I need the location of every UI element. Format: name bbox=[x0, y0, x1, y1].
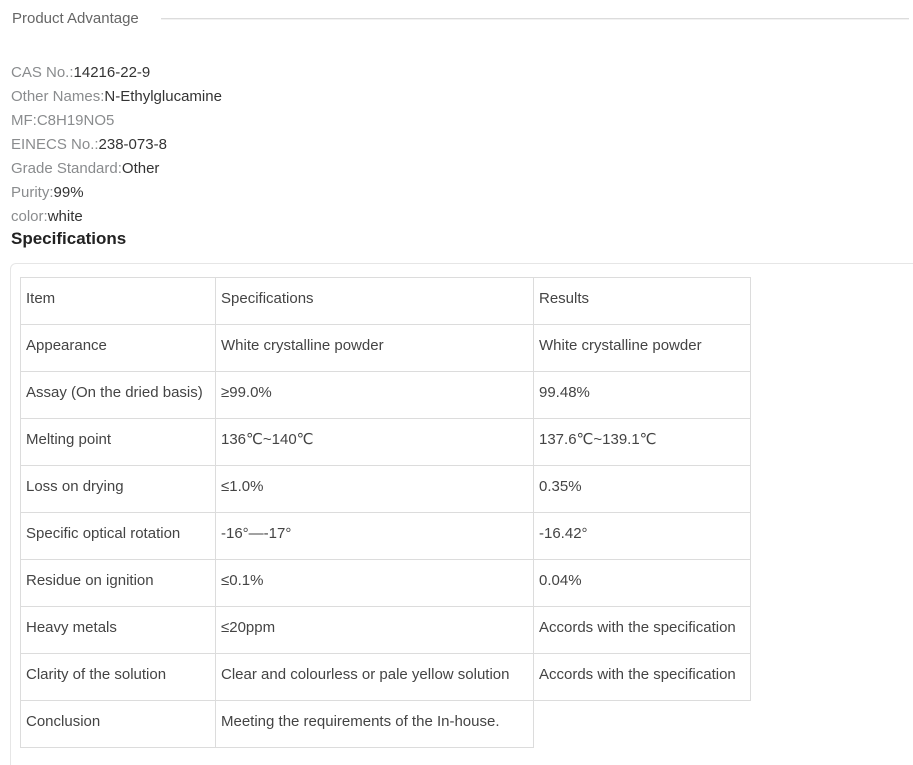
table-row-optical-rotation bbox=[21, 513, 751, 560]
cell-result: Accords with the specification bbox=[534, 654, 751, 701]
info-value: 14216-22-9 bbox=[73, 64, 151, 81]
table-row-melting-point bbox=[21, 419, 751, 466]
spec-table-header-row bbox=[21, 278, 751, 325]
table-row-heavy-metals bbox=[21, 607, 751, 654]
info-line-grade bbox=[11, 157, 222, 181]
info-line-color bbox=[11, 205, 222, 229]
table-row-residue-on-ignition bbox=[21, 560, 751, 607]
cell-specification: ≤20ppm bbox=[216, 607, 534, 654]
table-row-clarity bbox=[21, 654, 751, 701]
cell-item: Melting point bbox=[21, 419, 216, 466]
table-row-appearance bbox=[21, 325, 751, 372]
cell-specification: -16°—-17° bbox=[216, 513, 534, 560]
info-value: N-Ethylglucamine bbox=[104, 88, 222, 105]
cell-specification: White crystalline powder bbox=[216, 325, 534, 372]
table-row-assay bbox=[21, 372, 751, 419]
product-info bbox=[11, 61, 222, 229]
cell-item: Assay (On the dried basis) bbox=[21, 372, 216, 419]
info-label: CAS No.: bbox=[11, 64, 74, 81]
info-label: color: bbox=[11, 208, 48, 225]
info-value: 99% bbox=[53, 184, 84, 201]
info-label: MF: bbox=[11, 112, 37, 129]
cell-item: Conclusion bbox=[21, 701, 216, 748]
column-header-results: Results bbox=[534, 278, 751, 325]
cell-specification: 136℃~140℃ bbox=[216, 419, 534, 466]
info-label: EINECS No.: bbox=[11, 136, 99, 153]
info-line-cas bbox=[11, 61, 222, 85]
cell-specification: Clear and colourless or pale yellow solution bbox=[216, 654, 534, 701]
info-line-mf bbox=[11, 109, 222, 133]
table-row-conclusion bbox=[21, 701, 751, 748]
specifications-heading: Specifications bbox=[11, 229, 127, 248]
cell-result: Accords with the specification bbox=[534, 607, 751, 654]
cell-result-empty bbox=[534, 701, 751, 748]
spec-panel bbox=[10, 263, 913, 765]
info-line-einecs bbox=[11, 133, 222, 157]
cell-item: Clarity of the solution bbox=[21, 654, 216, 701]
section-header bbox=[12, 10, 909, 27]
info-line-purity bbox=[11, 181, 222, 205]
info-line-other-names bbox=[11, 85, 222, 109]
info-value: white bbox=[47, 208, 83, 225]
cell-result: 0.04% bbox=[534, 560, 751, 607]
cell-item: Loss on drying bbox=[21, 466, 216, 513]
cell-specification: ≤0.1% bbox=[216, 560, 534, 607]
info-value: C8H19NO5 bbox=[36, 112, 115, 129]
column-header-item: Item bbox=[21, 278, 216, 325]
info-value: Other bbox=[121, 160, 160, 177]
info-label: Purity: bbox=[11, 184, 54, 201]
column-header-specifications: Specifications bbox=[216, 278, 534, 325]
info-label: Grade Standard: bbox=[11, 160, 122, 177]
section-divider bbox=[161, 18, 909, 20]
info-value: 238-073-8 bbox=[98, 136, 167, 153]
info-label: Other Names: bbox=[11, 88, 105, 105]
cell-item: Heavy metals bbox=[21, 607, 216, 654]
cell-result: 99.48% bbox=[534, 372, 751, 419]
spec-table bbox=[20, 277, 751, 748]
cell-item: Specific optical rotation bbox=[21, 513, 216, 560]
cell-item: Appearance bbox=[21, 325, 216, 372]
cell-specification: ≥99.0% bbox=[216, 372, 534, 419]
table-row-loss-on-drying bbox=[21, 466, 751, 513]
cell-result: 0.35% bbox=[534, 466, 751, 513]
cell-specification: Meeting the requirements of the In-house. bbox=[216, 701, 534, 748]
cell-result: 137.6℃~139.1℃ bbox=[534, 419, 751, 466]
section-title: Product Advantage bbox=[12, 10, 139, 27]
cell-result: -16.42° bbox=[534, 513, 751, 560]
cell-specification: ≤1.0% bbox=[216, 466, 534, 513]
cell-result: White crystalline powder bbox=[534, 325, 751, 372]
cell-item: Residue on ignition bbox=[21, 560, 216, 607]
